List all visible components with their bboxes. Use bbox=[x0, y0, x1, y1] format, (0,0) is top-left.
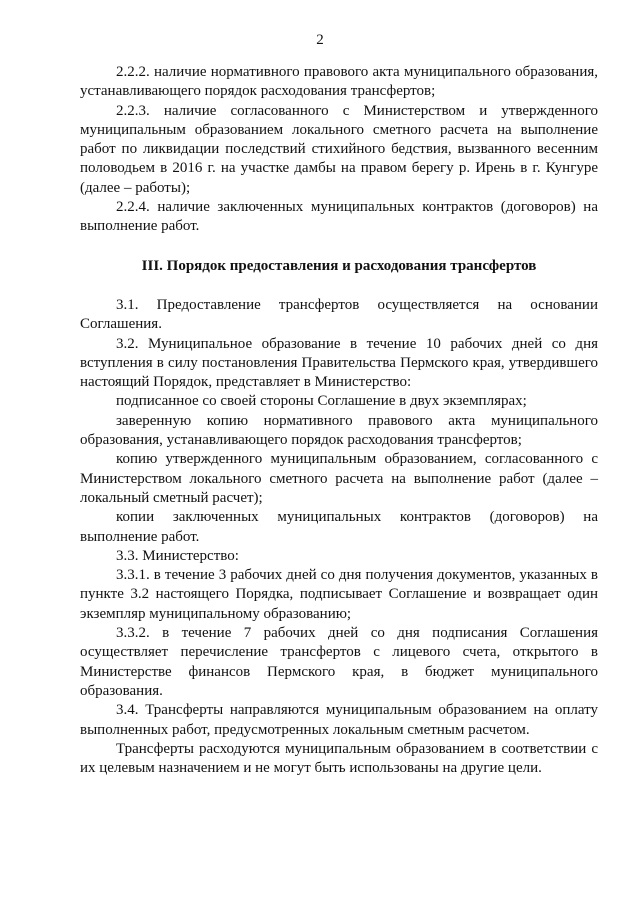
paragraph-3-1: 3.1. Предоставление трансфертов осуществляется на основании Соглашения. bbox=[80, 296, 598, 333]
paragraph-3-3-1: 3.3.1. в течение 3 рабочих дней со дня получения документов, указанных в пункте 3.2 настоящего Порядка, подписывает Соглашение и возвращает один экземпляр муниципальному образованию; bbox=[80, 567, 598, 622]
paragraph-final: Трансферты расходуются муниципальным образованием в соответствии с их целевым назначением и не могут быть использованы на другие цели. bbox=[80, 740, 598, 777]
page-number: 2 bbox=[316, 32, 324, 48]
list-item-signed-agreement: подписанное со своей стороны Соглашение в двух экземплярах; bbox=[116, 393, 527, 410]
list-item-estimate-copy: копию утвержденного муниципальным образованием, согласованного с Министерством локального сметного расчета на выполнение работ (далее – локальный сметный расчет); bbox=[80, 451, 598, 506]
paragraph-2-2-3: 2.2.3. наличие согласованного с Министерством и утвержденного муниципальным образованием локального сметного расчета на выполнение работ по ликвидации последствий стихийного бедствия, вызванного весенним половодьем в 2016 г. на участке дамбы на правом берегу р. Ирень в г. Кунгуре (далее – работы); bbox=[80, 102, 598, 196]
section-heading: III. Порядок предоставления и расходования трансфертов bbox=[141, 257, 537, 274]
paragraph-3-2: 3.2. Муниципальное образование в течение 10 рабочих дней со дня вступления в силу постановления Правительства Пермского края, утвердившего настоящий Порядок, представляет в Министерство: bbox=[80, 335, 598, 391]
list-item-contracts-copy: копии заключенных муниципальных контрактов (договоров) на выполнение работ. bbox=[80, 509, 598, 545]
document-body bbox=[80, 63, 598, 778]
paragraph-3-3-2: 3.3.2. в течение 7 рабочих дней со дня подписания Соглашения осуществляет перечисление трансфертов с лицевого счета, открытого в Министерстве финансов Пермского края, в бюджет муниципального образования. bbox=[80, 625, 598, 699]
list-item-certified-copy: заверенную копию нормативного правового акта муниципального образования, устанавливающего порядок расходования трансфертов; bbox=[80, 412, 598, 449]
paragraph-3-4: 3.4. Трансферты направляются муниципальным образованием на оплату выполненных работ, предусмотренных локальным сметным расчетом. bbox=[80, 702, 598, 738]
paragraph-2-2-2: 2.2.2. наличие нормативного правового акта муниципального образования, устанавливающего порядок расходования трансфертов; bbox=[80, 64, 598, 100]
paragraph-2-2-4: 2.2.4. наличие заключенных муниципальных контрактов (договоров) на выполнение работ. bbox=[80, 199, 598, 235]
paragraph-3-3: 3.3. Министерство: bbox=[116, 547, 239, 564]
